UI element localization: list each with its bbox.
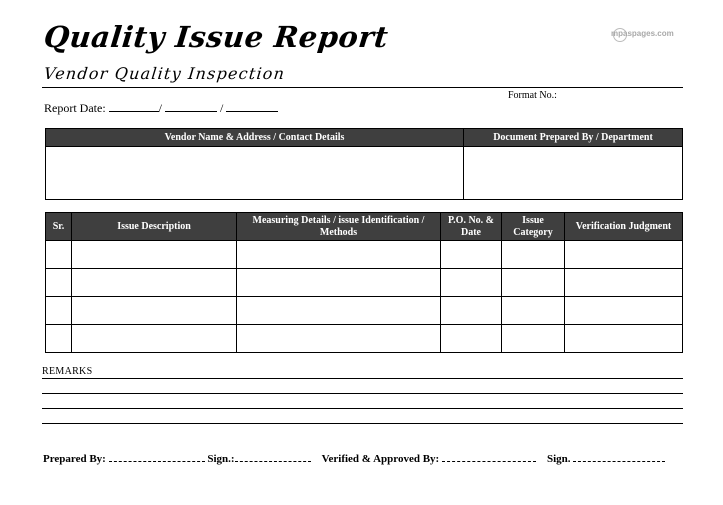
- table-cell[interactable]: [237, 297, 441, 325]
- table-cell[interactable]: [72, 297, 237, 325]
- report-subtitle: Vendor Quality Inspection: [43, 64, 287, 83]
- table-cell[interactable]: [46, 241, 72, 269]
- remarks-line[interactable]: [42, 378, 683, 379]
- watermark-text: mpaspages.com: [611, 29, 674, 38]
- table-cell[interactable]: [502, 269, 565, 297]
- prepared-by-header: Document Prepared By / Department: [464, 129, 683, 147]
- table-row: [46, 297, 683, 325]
- prepared-by-label: Prepared By:: [43, 453, 106, 465]
- col-issue-description-header: Issue Description: [72, 213, 237, 241]
- report-date-row: [44, 101, 278, 116]
- date-separator: /: [220, 101, 224, 115]
- table-cell[interactable]: [502, 325, 565, 353]
- remarks-line[interactable]: [42, 393, 683, 394]
- prepared-by-cell[interactable]: [464, 147, 683, 200]
- report-date-month-field[interactable]: [165, 101, 217, 112]
- table-cell[interactable]: [502, 241, 565, 269]
- col-verification-header: Verification Judgment: [565, 213, 683, 241]
- issue-table: [45, 212, 683, 353]
- table-row: [46, 269, 683, 297]
- vendor-details-cell[interactable]: [46, 147, 464, 200]
- signature-row: [43, 452, 665, 465]
- table-cell[interactable]: [72, 269, 237, 297]
- issue-table-header-row: [46, 213, 683, 241]
- table-row: [46, 325, 683, 353]
- table-cell[interactable]: [502, 297, 565, 325]
- col-sr-header: Sr.: [46, 213, 72, 241]
- vendor-details-table: [45, 128, 683, 200]
- table-cell[interactable]: [237, 241, 441, 269]
- header-divider: [42, 87, 683, 88]
- remarks-label: REMARKS: [42, 366, 93, 377]
- table-cell[interactable]: [46, 325, 72, 353]
- table-cell[interactable]: [441, 297, 502, 325]
- table-cell[interactable]: [565, 241, 683, 269]
- verified-approved-by-label: Verified & Approved By:: [321, 453, 440, 465]
- verified-by-field[interactable]: [442, 452, 536, 462]
- table-cell[interactable]: [565, 269, 683, 297]
- remarks-line[interactable]: [42, 408, 683, 409]
- report-date-year-field[interactable]: [226, 101, 278, 112]
- table-cell[interactable]: [72, 241, 237, 269]
- col-po-date-header: P.O. No. & Date: [441, 213, 502, 241]
- table-row: [46, 241, 683, 269]
- table-cell[interactable]: [565, 297, 683, 325]
- table-cell[interactable]: [46, 269, 72, 297]
- table-cell[interactable]: [237, 269, 441, 297]
- col-measuring-details-header: Measuring Details / issue Identification / Methods: [237, 213, 441, 241]
- table-cell[interactable]: [237, 325, 441, 353]
- table-cell[interactable]: [46, 297, 72, 325]
- sign-label: Sign.:: [207, 453, 235, 465]
- vendor-name-header: Vendor Name & Address / Contact Details: [46, 129, 464, 147]
- report-date-label: Report Date:: [44, 101, 106, 115]
- col-issue-category-header: Issue Category: [502, 213, 565, 241]
- date-separator: /: [158, 101, 162, 115]
- table-cell[interactable]: [441, 241, 502, 269]
- verified-sign-field[interactable]: [573, 452, 665, 462]
- sign-label: Sign.: [546, 453, 571, 465]
- table-cell[interactable]: [72, 325, 237, 353]
- report-date-day-field[interactable]: [109, 101, 159, 112]
- table-cell[interactable]: [441, 269, 502, 297]
- report-title: Quality Issue Report: [42, 20, 391, 54]
- table-cell[interactable]: [441, 325, 502, 353]
- prepared-by-field[interactable]: [109, 452, 205, 462]
- prepared-sign-field[interactable]: [235, 452, 311, 462]
- remarks-line[interactable]: [42, 423, 683, 424]
- table-cell[interactable]: [565, 325, 683, 353]
- format-no-label: Format No.:: [508, 90, 557, 101]
